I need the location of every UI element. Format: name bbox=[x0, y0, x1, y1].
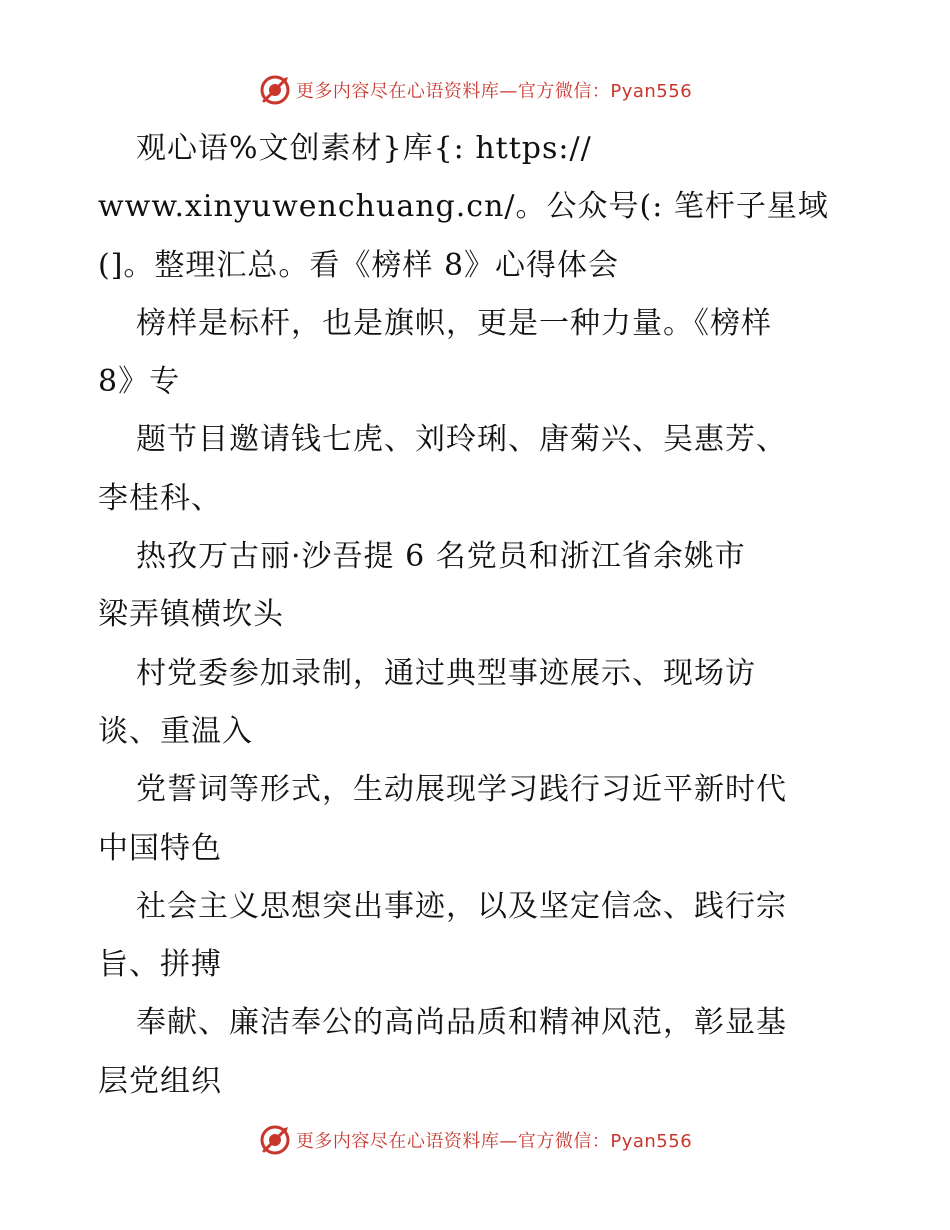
text-line: 观心语%文创素材}库{: https:// bbox=[136, 131, 592, 166]
text-line: 中国特色 bbox=[98, 830, 222, 866]
text-line: 热孜万古丽·沙吾提 6 名党员和浙江省余姚市 bbox=[136, 539, 746, 575]
text-line: 层党组织 bbox=[98, 1063, 222, 1099]
text-line: 题节目邀请钱七虎、刘玲琍、唐菊兴、吴惠芳、 bbox=[136, 422, 787, 458]
text-line: 8》专 bbox=[98, 364, 181, 400]
header-banner bbox=[0, 72, 950, 108]
text-line: 奉献、廉洁奉公的高尚品质和精神风范，彰显基 bbox=[136, 1005, 787, 1041]
text-line: 旨、拼搏 bbox=[98, 947, 222, 983]
text-line: 榜样是标杆，也是旗帜，更是一种力量。《榜样 bbox=[136, 305, 772, 341]
footer-banner bbox=[0, 1122, 950, 1158]
seal-logo-icon bbox=[258, 1123, 292, 1157]
seal-logo-icon bbox=[258, 73, 292, 107]
text-line: 村党委参加录制，通过典型事迹展示、现场访 bbox=[136, 655, 756, 691]
text-line: 李桂科、 bbox=[98, 480, 222, 516]
text-line: www.xinyuwenchuang.cn/。公众号(: 笔杆子星域 bbox=[98, 189, 829, 225]
text-line: 梁弄镇横坎头 bbox=[98, 597, 284, 633]
footer-banner-text: 更多内容尽在心语资料库—官方微信：Pyan556 bbox=[295, 1131, 693, 1152]
text-line: 社会主义思想突出事迹，以及坚定信念、践行宗 bbox=[136, 888, 787, 924]
text-line: (]。整理汇总。看《榜样 8》心得体会 bbox=[98, 247, 620, 283]
text-line: 谈、重温入 bbox=[98, 713, 253, 749]
text-line: 党誓词等形式，生动展现学习践行习近平新时代 bbox=[136, 772, 787, 808]
document-body bbox=[98, 120, 858, 1111]
header-banner-text: 更多内容尽在心语资料库—官方微信：Pyan556 bbox=[295, 81, 693, 102]
